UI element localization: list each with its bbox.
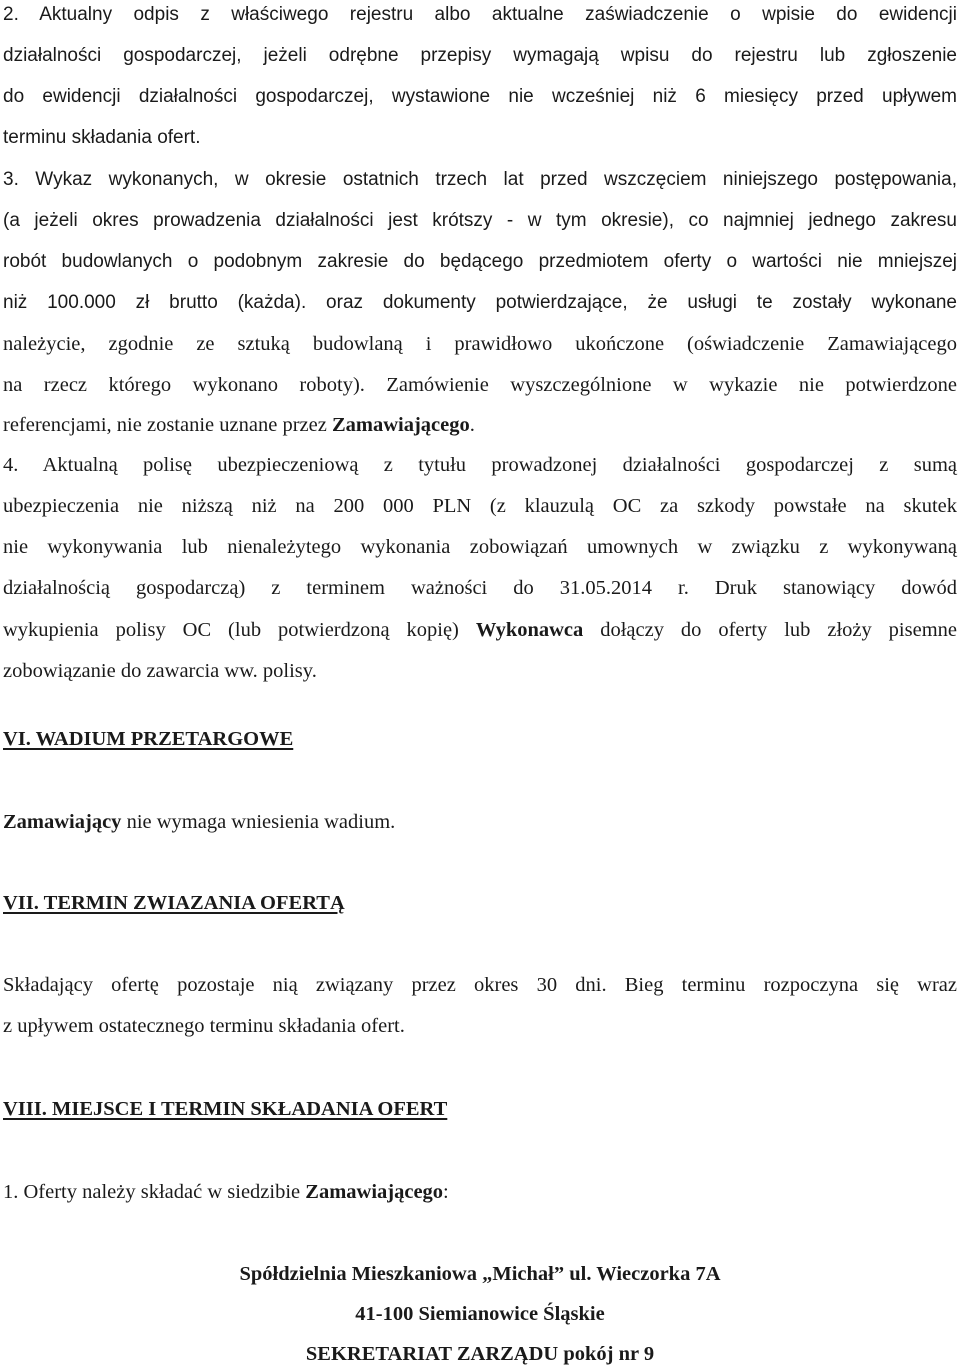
section-8-heading: VIII. MIEJSCE I TERMIN SKŁADANIA OFERT	[3, 1098, 448, 1120]
item-4-line-5-text: wykupienia polisy OC (lub potwierdzoną kopię)	[3, 619, 476, 641]
section-8-item-1-bold: Zamawiającego	[305, 1181, 444, 1203]
item-3-line-7	[3, 412, 957, 438]
item-2-line-4: terminu składania ofert.	[3, 127, 201, 148]
item-4-line-4: działalnością gospodarczą) z terminem ważności do 31.05.2014 r. Druk stanowiący dowód	[3, 577, 957, 599]
item-3-line-5: należycie, zgodnie ze sztuką budowlaną i prawidłowo ukończone (oświadczenie Zamawiającego	[3, 333, 957, 355]
address-line-3: SEKRETARIAT ZARZĄDU pokój nr 9	[305, 1343, 655, 1365]
item-3-line-3: robót budowlanych o podobnym zakresie do będącego przedmiotem oferty o wartości nie mniejszej	[3, 251, 957, 272]
section-6-heading: VI. WADIUM PRZETARGOWE	[3, 728, 294, 750]
section-7-line-2: z upływem ostatecznego terminu składania ofert.	[3, 1015, 405, 1037]
item-3-line-4: niż 100.000 zł brutto (każda). oraz dokumenty potwierdzające, że usługi te zostały wykonane	[3, 292, 957, 313]
section-8-item-1-text: 1. Oferty należy składać w siedzibie	[3, 1181, 306, 1203]
item-3-line-6: na rzecz którego wykonano roboty). Zamówienie wyszczególnione w wykazie nie potwierdzone	[3, 374, 957, 396]
item-4-line-5-end: dołączy do oferty lub złoży pisemne	[583, 619, 957, 641]
section-6-body	[3, 809, 957, 835]
address-line-1: Spółdzielnia Mieszkaniowa „Michał” ul. Wieczorka 7A	[239, 1263, 721, 1285]
item-3-line-7-end: .	[469, 414, 475, 436]
item-3-line-1: 3. Wykaz wykonanych, w okresie ostatnich trzech lat przed wszczęciem niniejszego postępowania,	[3, 169, 957, 190]
section-6-text: nie wymaga wniesienia wadium.	[121, 811, 396, 833]
item-4-line-5	[3, 617, 957, 643]
section-7-line-1: Składający ofertę pozostaje nią związany przez okres 30 dni. Bieg terminu rozpoczyna się wraz	[3, 974, 957, 996]
item-4-line-1: 4. Aktualną polisę ubezpieczeniową z tytułu prowadzonej działalności gospodarczej z sumą	[3, 454, 957, 476]
item-4-line-3: nie wykonywania lub nienależytego wykonania zobowiązań umownych w związku z wykonywaną	[3, 536, 957, 558]
item-2-line-2: działalności gospodarczej, jeżeli odrębne przepisy wymagają wpisu do rejestru lub zgłoszenie	[3, 45, 957, 66]
item-3-line-7-text: referencjami, nie zostanie uznane przez	[3, 414, 332, 436]
zamawiajacy-emphasis: Zamawiającego	[331, 414, 470, 436]
item-2-line-3: do ewidencji działalności gospodarczej, wystawione nie wcześniej niż 6 miesięcy przed upływem	[3, 86, 957, 107]
section-7-heading: VII. TERMIN ZWIAZANIA OFERTĄ	[3, 892, 345, 914]
item-3-line-2: (a jeżeli okres prowadzenia działalności jest krótszy - w tym okresie), co najmniej jednego zakresu	[3, 210, 957, 231]
section-8-item-1	[3, 1179, 957, 1205]
item-2-line-1: 2. Aktualny odpis z właściwego rejestru albo aktualne zaświadczenie o wpisie do ewidencji	[3, 4, 957, 25]
section-8-item-1-end: :	[443, 1181, 449, 1203]
item-4-line-2: ubezpieczenia nie niższą niż na 200 000 PLN (z klauzulą OC za szkody powstałe na skutek	[3, 495, 957, 517]
item-4-line-6: zobowiązanie do zawarcia ww. polisy.	[3, 660, 317, 682]
wykonawca-emphasis: Wykonawca	[475, 619, 584, 641]
address-line-2: 41-100 Siemianowice Śląskie	[355, 1303, 605, 1325]
section-6-bold: Zamawiający	[3, 811, 122, 833]
